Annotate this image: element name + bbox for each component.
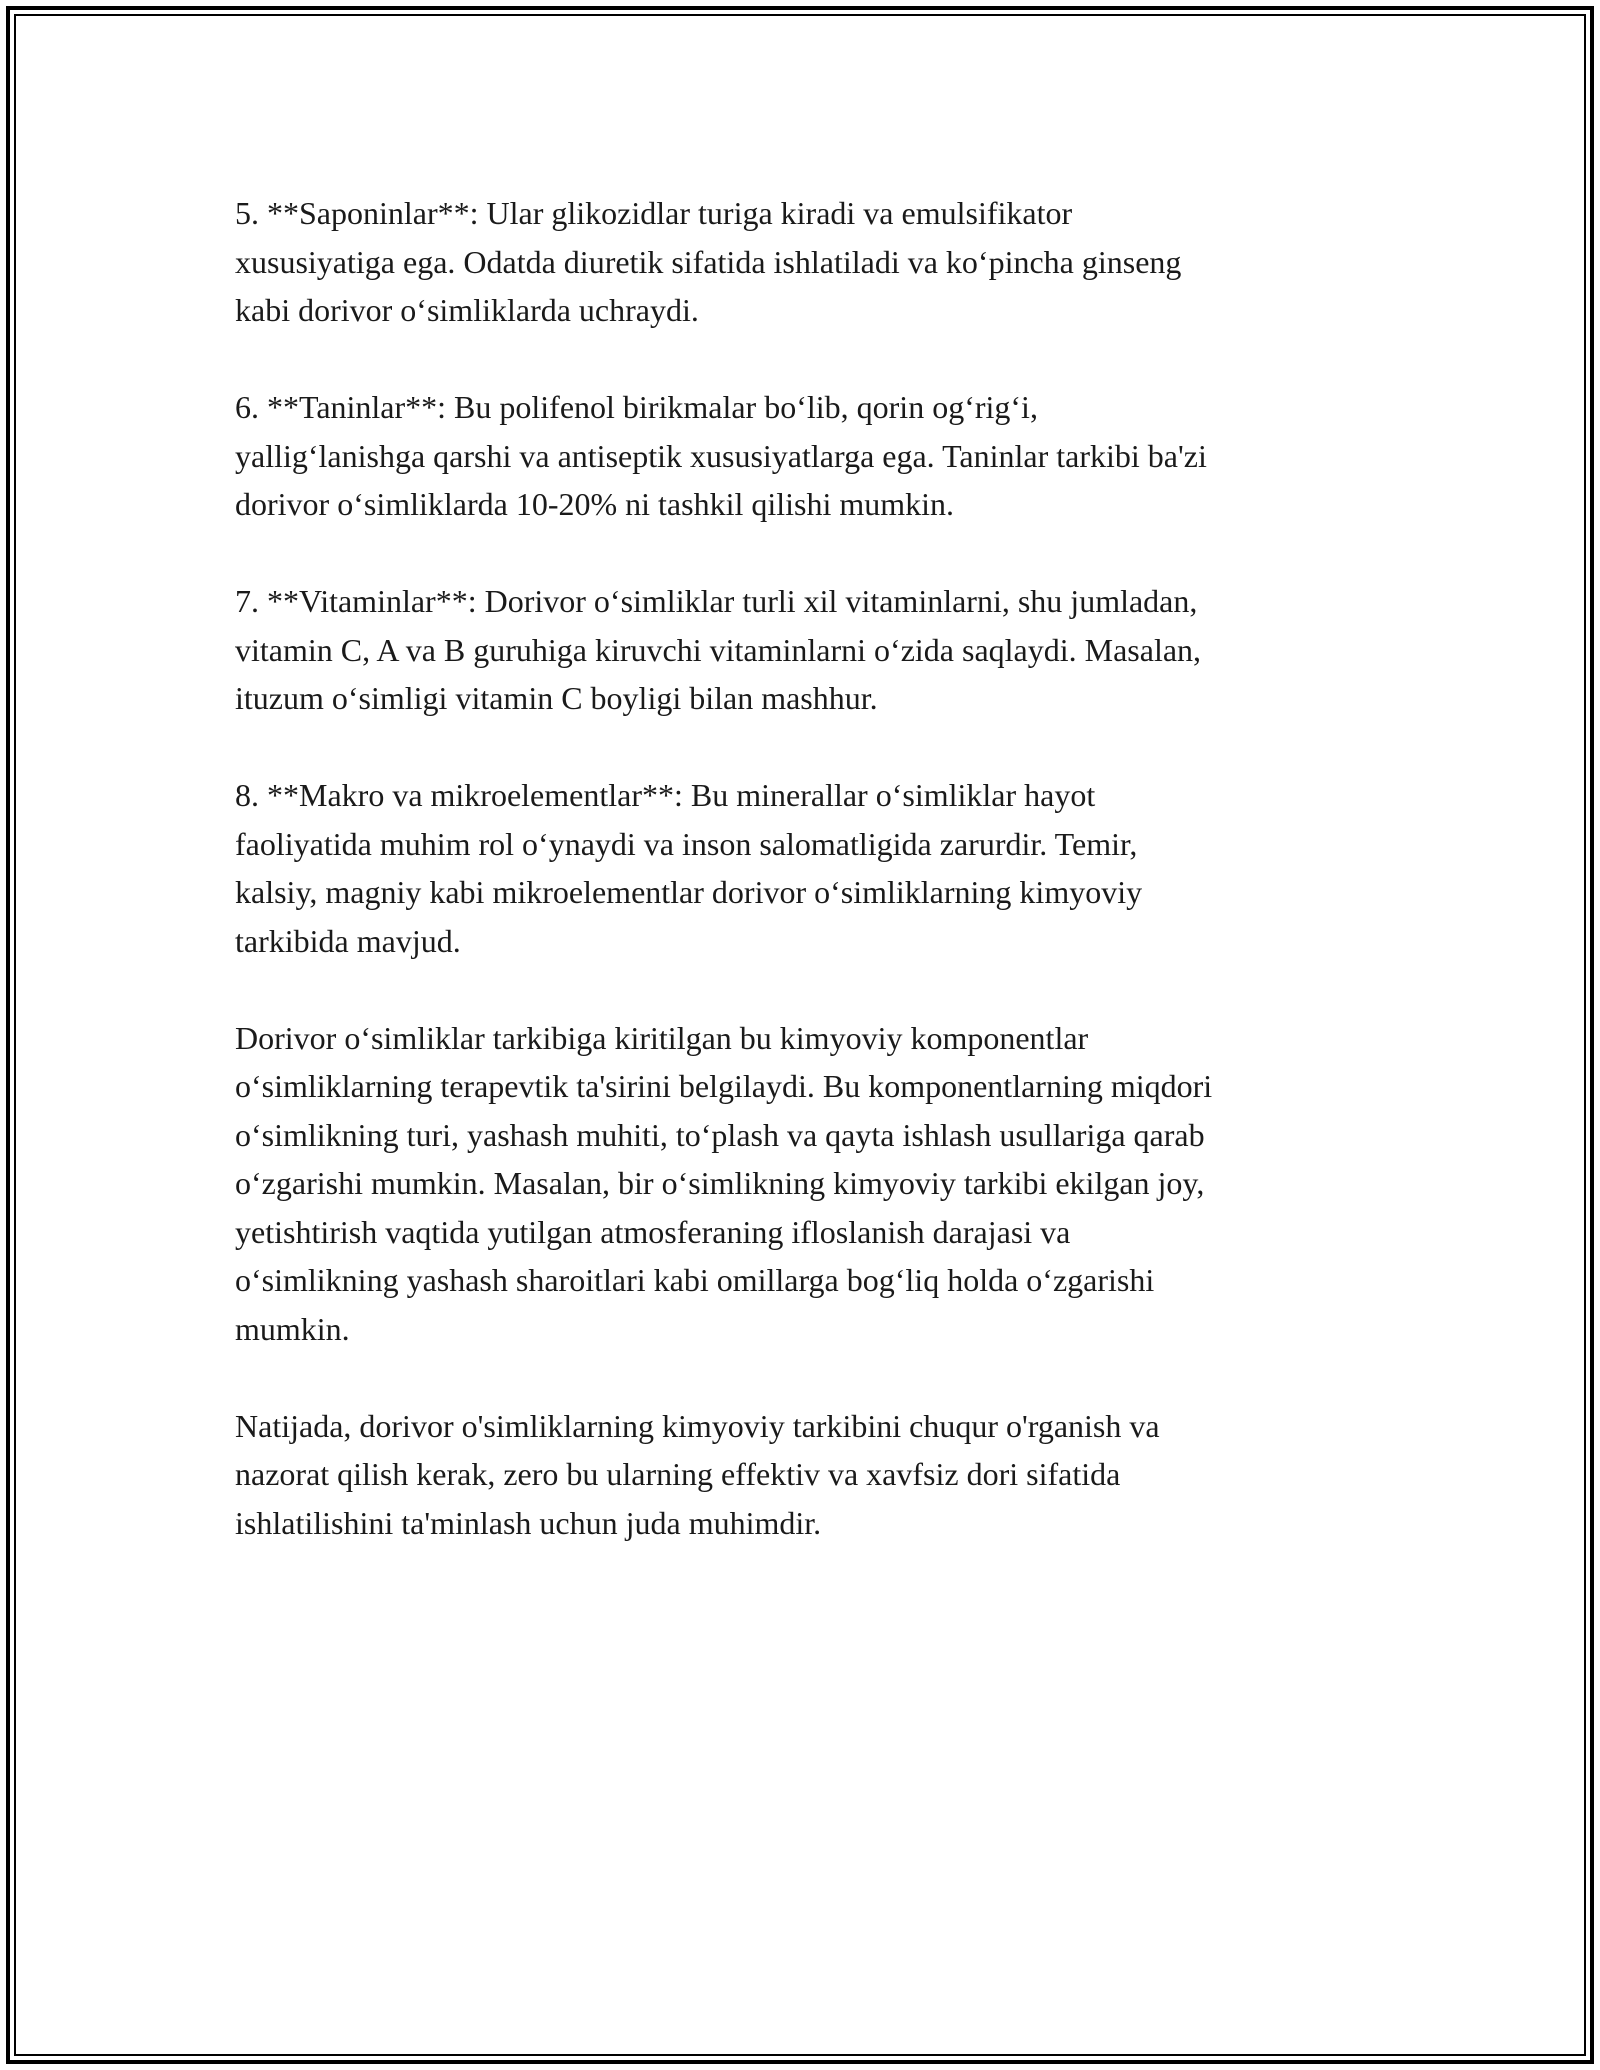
paragraph-conclusion: Natijada, dorivor o'simliklarning kimyoviy tarkibini chuqur o'rganish va nazorat qilish kerak, zero bu ularning effektiv va xavfsiz dori sifatida ishlatilishini ta'minlash uchun juda muhimdir. bbox=[235, 1407, 1160, 1541]
document-body bbox=[235, 189, 1365, 1547]
paragraph-summary: Dorivor o‘simliklar tarkibiga kiritilgan bu kimyoviy komponentlar o‘simliklarning terapevtik ta'sirini belgilaydi. Bu komponentlarning miqdori o‘simlikning turi, yashash muhiti, to‘plash va qayta ishlash usullariga qarab o‘zgarishi mumkin. Masalan, bir o‘simlikning kimyoviy tarkibi ekilgan joy, yetishtirish vaqtida yutilgan atmosferaning ifloslanish darajasi va o‘simlikning yashash sharoitlari kabi omillarga bog‘liq holda o‘zgarishi mumkin. bbox=[235, 1019, 1213, 1347]
paragraph-makro-mikroelementlar: 8. **Makro va mikroelementlar**: Bu minerallar o‘simliklar hayot faoliyatida muhim rol o‘ynaydi va inson salomatligida zarurdir. Temir, kalsiy, magniy kabi mikroelementlar dorivor o‘simliklarning kimyoviy tarkibida mavjud. bbox=[235, 777, 1143, 959]
paragraph-vitaminlar: 7. **Vitaminlar**: Dorivor o‘simliklar turli xil vitaminlarni, shu jumladan, vitamin C, A va B guruhiga kiruvchi vitaminlarni o‘zida saqlaydi. Masalan, ituzum o‘simligi vitamin C boyligi bilan mashhur. bbox=[235, 583, 1202, 716]
paragraph-saponinlar: 5. **Saponinlar**: Ular glikozidlar turiga kiradi va emulsifikator xususiyatiga ega. Odatda diuretik sifatida ishlatiladi va ko‘pincha ginseng kabi dorivor o‘simliklarda uchraydi. bbox=[235, 195, 1182, 328]
paragraph-taninlar: 6. **Taninlar**: Bu polifenol birikmalar bo‘lib, qorin og‘rig‘i, yallig‘lanishga qarshi va antiseptik xususiyatlarga ega. Taninlar tarkibi ba'zi dorivor o‘simliklarda 10-20% ni tashkil qilishi mumkin. bbox=[235, 389, 1207, 522]
